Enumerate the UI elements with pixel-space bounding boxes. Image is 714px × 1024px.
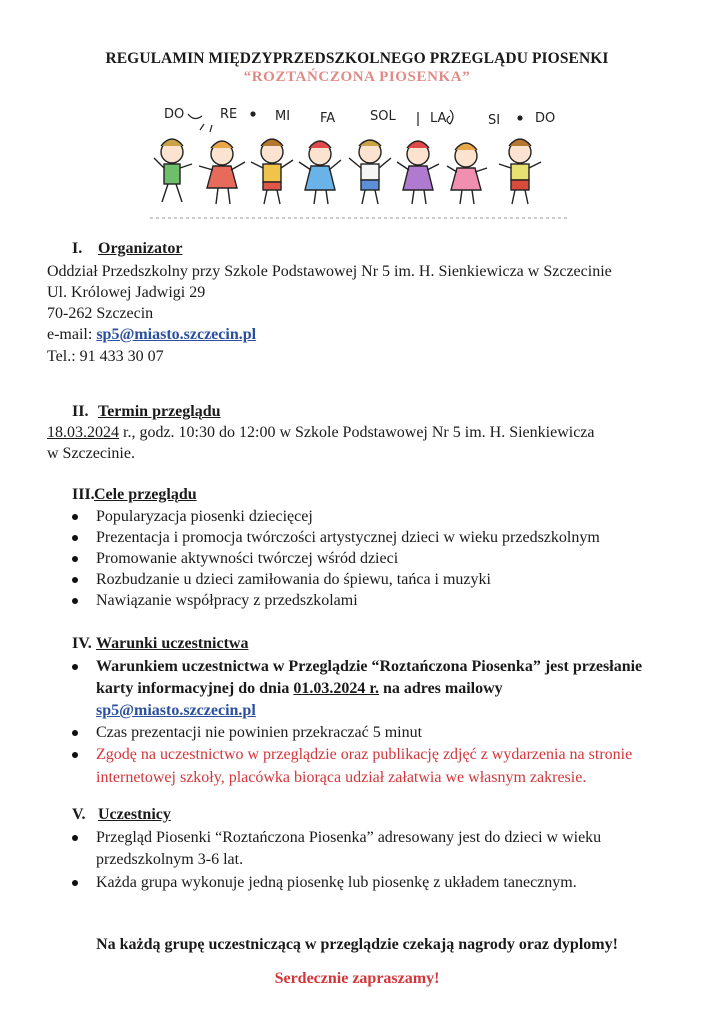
section-title: Cele przeglądu (94, 486, 197, 503)
section-uczestnicy-heading (72, 806, 171, 824)
organizer-email-line (47, 326, 256, 344)
section-title: Termin przeglądu (98, 403, 221, 420)
section-organizator-heading (72, 240, 182, 258)
section-title: Uczestnicy (98, 806, 171, 823)
prizes-announcement: Na każdą grupę uczestniczącą w przeglądzie czekają nagrody oraz dyplomy! (96, 936, 618, 953)
event-time-place: r., godz. 10:30 do 12:00 w Szkole Podstawowej Nr 5 im. H. Sienkiewicza (119, 424, 595, 441)
bullet-icon (72, 664, 78, 670)
list-item: Prezentacja i promocja twórczości artystycznej dzieci w wieku przedszkolnym (72, 527, 600, 548)
organizer-street: Ul. Królowej Jadwigi 29 (47, 284, 206, 301)
list-item: Każda grupa wykonuje jedną piosenkę lub piosenkę z układem tanecznym. (72, 872, 601, 893)
note-do-2: DO (535, 111, 556, 126)
bullet-icon (72, 535, 78, 541)
goals-list (72, 506, 600, 611)
note-si: SI (488, 113, 501, 128)
organizer-phone: Tel.: 91 433 30 07 (47, 348, 164, 365)
dancing-children-illustration (150, 100, 570, 225)
list-item-continued: karty informacyjnej do dnia 01.03.2024 r. na adres mailowy (96, 680, 503, 697)
section-number: IV. (72, 635, 92, 652)
bullet-icon (72, 835, 78, 841)
list-item: Czas prezentacji nie powinien przekraczać 5 minut (72, 722, 642, 743)
note-sol: SOL (370, 109, 396, 124)
organizer-city: 70-262 Szczecin (47, 305, 154, 322)
document-subtitle: “ROZTAŃCZONA PIOSENKA” (243, 69, 471, 85)
list-item: Przegląd Piosenki “Roztańczona Piosenka” adresowany jest do dzieci w wieku (72, 827, 601, 848)
bullet-icon (72, 556, 78, 562)
list-item: Rozbudzanie u dzieci zamiłowania do śpiewu, tańca i muzyki (72, 569, 600, 590)
bullet-icon (72, 752, 78, 758)
invitation-text: Serdecznie zapraszamy! (274, 970, 440, 987)
note-do: DO (164, 107, 185, 122)
section-number: III. (72, 486, 95, 503)
note-fa: FA (320, 111, 336, 126)
section-number: V. (72, 806, 86, 823)
section-cele-heading (72, 486, 197, 504)
conditions-list (72, 656, 642, 788)
organizer-email-link[interactable]: sp5@miasto.szczecin.pl (96, 326, 257, 343)
children-group (154, 139, 541, 204)
list-item-continued: internetowej szkoły, placówka biorąca udział załatwia we własnym zakresie. (96, 769, 587, 786)
list-item: Popularyzacja piosenki dziecięcej (72, 506, 600, 527)
bullet-icon (72, 577, 78, 583)
list-item-continued (72, 700, 642, 721)
list-item: Zgodę na uczestnictwo w przeglądzie oraz publikację zdjęć z wydarzenia na stronie (72, 744, 642, 765)
note-re: RE (220, 107, 238, 122)
event-date-line (47, 424, 595, 442)
event-date: 18.03.2024 (47, 424, 119, 441)
note-la: LA (430, 111, 447, 126)
bullet-icon (72, 880, 78, 886)
bullet-icon (72, 730, 78, 736)
section-number: II. (72, 403, 89, 420)
list-item: Nawiązanie współpracy z przedszkolami (72, 590, 600, 611)
section-warunki-heading (72, 635, 248, 653)
document-title: REGULAMIN MIĘDZYPRZEDSZKOLNEGO PRZEGLĄDU PIOSENKI (105, 50, 609, 67)
bullet-icon (72, 514, 78, 520)
conditions-email-link[interactable]: sp5@miasto.szczecin.pl (96, 702, 256, 719)
list-item: Warunkiem uczestnictwa w Przeglądzie “Roztańczona Piosenka” jest przesłanie (72, 656, 642, 677)
section-title: Organizator (98, 240, 183, 257)
email-label: e-mail: (47, 326, 97, 343)
note-mi: MI (275, 109, 291, 124)
section-title: Warunki uczestnictwa (96, 635, 249, 652)
list-item-continued: przedszkolnym 3-6 lat. (96, 851, 244, 868)
organizer-name: Oddział Przedszkolny przy Szkole Podstawowej Nr 5 im. H. Sienkiewicza w Szczecinie (47, 263, 612, 280)
section-termin-heading (72, 403, 221, 421)
list-item: Promowanie aktywności twórczej wśród dzieci (72, 548, 600, 569)
section-number: I. (72, 240, 83, 257)
bullet-icon (72, 598, 78, 604)
deadline-date: 01.03.2024 r. (293, 680, 379, 697)
participants-list (72, 827, 601, 893)
event-place-continued: w Szczecinie. (47, 445, 135, 462)
